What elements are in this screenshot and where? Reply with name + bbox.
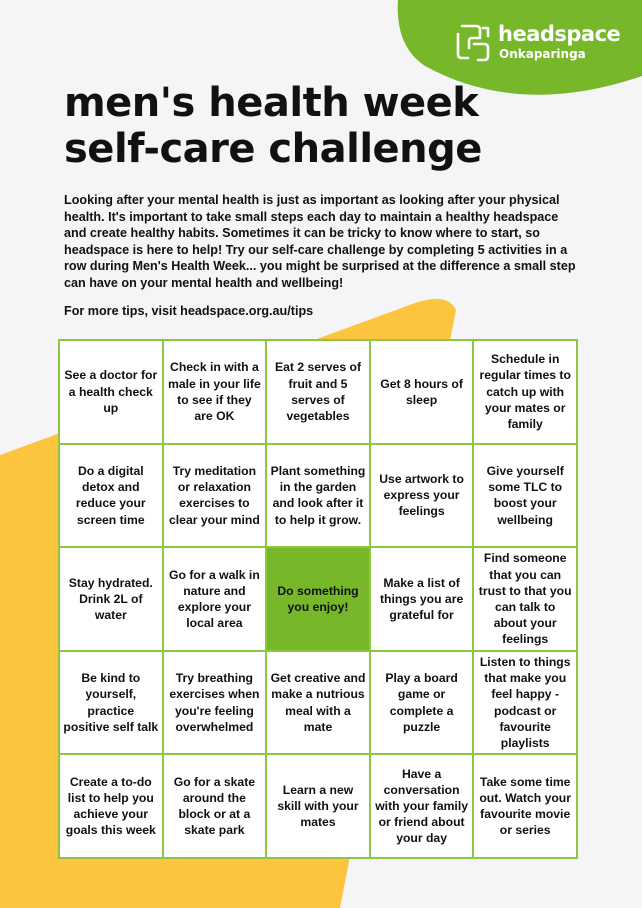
- brand-name: headspace: [498, 22, 621, 46]
- challenge-grid: [58, 339, 578, 859]
- grid-cell: Learn a new skill with your mates: [267, 755, 371, 859]
- grid-cell: Plant something in the garden and look after it to help it grow.: [267, 445, 371, 549]
- grid-cell-center-highlight: Do something you enjoy!: [267, 548, 371, 652]
- grid-cell: Go for a skate around the block or at a skate park: [164, 755, 268, 859]
- page-title: [64, 80, 482, 172]
- grid-cell: Use artwork to express your feelings: [371, 445, 475, 549]
- grid-cell: Listen to things that make you feel happy - podcast or favourite playlists: [474, 652, 578, 756]
- grid-cell: Get 8 hours of sleep: [371, 341, 475, 445]
- grid-cell: Play a board game or complete a puzzle: [371, 652, 475, 756]
- grid-cell: Try meditation or relaxation exercises to clear your mind: [164, 445, 268, 549]
- brand-location: Onkaparinga: [499, 47, 586, 61]
- headspace-logo-icon: [450, 20, 494, 64]
- grid-cell: Go for a walk in nature and explore your local area: [164, 548, 268, 652]
- headspace-logo: [450, 20, 620, 64]
- grid-cell: Take some time out. Watch your favourite movie or series: [474, 755, 578, 859]
- grid-cell: Do a digital detox and reduce your screen time: [60, 445, 164, 549]
- grid-cell: See a doctor for a health check up: [60, 341, 164, 445]
- grid-cell: Make a list of things you are grateful for: [371, 548, 475, 652]
- grid-cell: Find someone that you can trust to that you can talk to about your feelings: [474, 548, 578, 652]
- grid-cell: Be kind to yourself, practice positive self talk: [60, 652, 164, 756]
- title-line-2: self-care challenge: [64, 126, 482, 172]
- grid-cell: Try breathing exercises when you're feeling overwhelmed: [164, 652, 268, 756]
- title-line-1: men's health week: [64, 80, 479, 126]
- intro-paragraph: Looking after your mental health is just as important as looking after your physical health. It's important to take small steps each day to maintain a healthy headspace and create healthy habits. Sometimes it can be tricky to know where to start, so headspace is here to help! Try our self-care challenge by completing 5 activities in a row during Men's Health Week... you might be surprised at the difference a small step can have on your mental health and wellbeing!: [64, 193, 576, 290]
- grid-cell: Have a conversation with your family or friend about your day: [371, 755, 475, 859]
- grid-cell: Schedule in regular times to catch up with your mates or family: [474, 341, 578, 445]
- grid-cell: Create a to-do list to help you achieve your goals this week: [60, 755, 164, 859]
- grid-cell: Check in with a male in your life to see if they are OK: [164, 341, 268, 445]
- grid-cell: Give yourself some TLC to boost your wellbeing: [474, 445, 578, 549]
- grid-cell: Eat 2 serves of fruit and 5 serves of vegetables: [267, 341, 371, 445]
- grid-cell: Get creative and make a nutrious meal with a mate: [267, 652, 371, 756]
- tips-text: For more tips, visit headspace.org.au/tips: [64, 304, 314, 318]
- grid-cell: Stay hydrated. Drink 2L of water: [60, 548, 164, 652]
